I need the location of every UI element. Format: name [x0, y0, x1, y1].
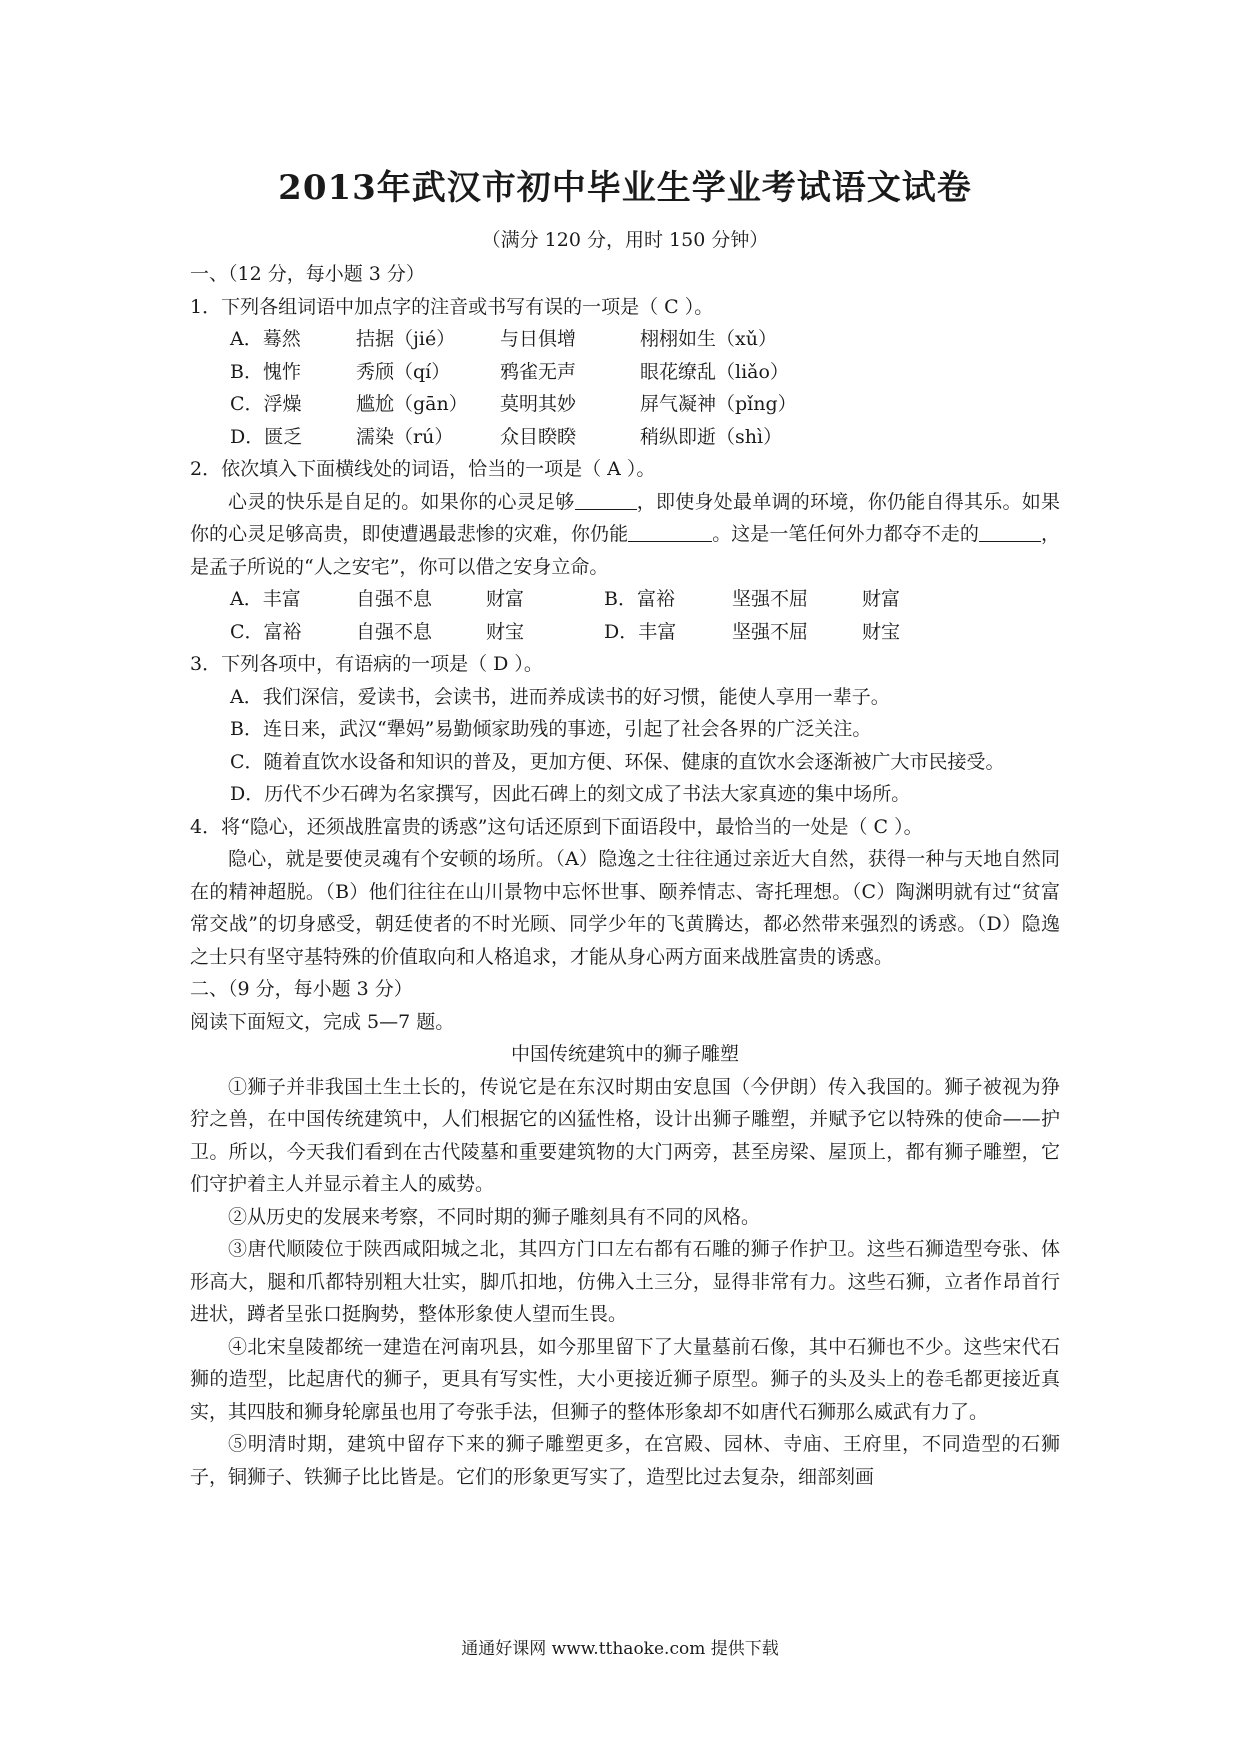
fill-blank[interactable] — [979, 521, 1041, 542]
question-2-options-row-1 — [190, 583, 1060, 616]
option-cell: 濡染（rú） — [356, 425, 454, 448]
article-title: 中国传统建筑中的狮子雕塑 — [510, 1043, 739, 1065]
option-cell: 坚强不屈 — [732, 620, 809, 643]
article-paragraph-4: ④北宋皇陵都统一建造在河南巩县，如今那里留下了大量墓前石像，其中石狮也不少。这些宋代石狮的造型，比起唐代的狮子，更具有写实性，大小更接近狮子原型。狮子的头及头上的卷毛都更接近真实，其四肢和狮身轮廓虽也用了夸张手法，但狮子的整体形象却不如唐代石狮那么威武有力了。 — [190, 1335, 1060, 1423]
option-cell: 栩栩如生（xǔ） — [640, 328, 777, 350]
article-paragraph-1: ①狮子并非我国土生土长的，传说它是在东汉时期由安息国（今伊朗）传入我国的。狮子被视为狰狞之兽，在中国传统建筑中，人们根据它的凶猛性格，设计出狮子雕塑，并赋予它以特殊的使命——护卫。所以，今天我们看到在古代陵墓和重要建筑物的大门两旁，甚至房梁、屋顶上，都有狮子雕塑，它们守护着主人并显示着主人的威势。 — [190, 1075, 1060, 1195]
option-cell: 自强不息 — [356, 588, 433, 610]
option-cell: 财宝 — [862, 620, 901, 643]
article-paragraph-2: ②从历史的发展来考察，不同时期的狮子雕刻具有不同的风格。 — [228, 1205, 761, 1228]
fill-blank[interactable] — [628, 521, 712, 542]
question-3-stem: 3．下列各项中，有语病的一项是（ D ）。 — [190, 653, 543, 675]
question-3-option-a: A．我们深信，爱读书，会读书，进而养成读书的好习惯，能使人享用一辈子。 — [230, 685, 890, 708]
option-cell: 秀颀（qí） — [356, 360, 451, 383]
question-3-option-b: B．连日来，武汉“犟妈”易勤倾家助残的事迹，引起了社会各界的广泛关注。 — [230, 718, 872, 740]
question-3-option-c: C．随着直饮水设备和知识的普及，更加方便、环保、健康的直饮水会逐渐被广大市民接受。 — [230, 750, 1005, 773]
question-3-option-d: D．历代不少石碑为名家撰写，因此石碑上的刻文成了书法大家真迹的集中场所。 — [230, 783, 911, 805]
question-4-stem: 4．将“隐心，还须战胜富贵的诱惑”这句话还原到下面语段中，最恰当的一处是（ C ）。 — [190, 815, 923, 838]
option-cell: D．匮乏 — [230, 425, 303, 448]
question-1-option-a — [190, 323, 1060, 356]
option-cell: 眼花缭乱（liǎo） — [640, 360, 789, 383]
option-cell: 众目睽睽 — [500, 425, 577, 448]
section-2-header: 二、（9 分，每小题 3 分） — [190, 978, 413, 1000]
question-2-passage — [190, 486, 1060, 584]
question-2-options-row-2 — [190, 616, 1060, 649]
option-cell: C．富裕 — [230, 620, 302, 643]
exam-title: 2013年武汉市初中毕业生学业考试语文试卷 — [278, 168, 972, 208]
option-cell: 财富 — [486, 588, 525, 610]
fill-blank[interactable] — [575, 489, 637, 510]
question-2-stem: 2．依次填入下面横线处的词语，恰当的一项是（ A ）。 — [190, 458, 656, 480]
option-cell: 尴尬（gān） — [356, 393, 468, 415]
page-footer: 通通好课网 www.tthaoke.com 提供下载 — [461, 1639, 779, 1659]
exam-content — [190, 160, 1060, 1493]
question-1-option-d — [190, 421, 1060, 454]
option-cell: 稍纵即逝（shì） — [640, 425, 783, 448]
section-1-header: 一、（12 分，每小题 3 分） — [190, 263, 425, 285]
question-1-option-c — [190, 388, 1060, 421]
passage-text: 心灵的快乐是自足的。如果你的心灵足够 — [228, 490, 575, 513]
option-cell: B．富裕 — [604, 588, 675, 610]
passage-text: ，是孟子所说的“人之安宅”，你可以借之安身立命。 — [190, 523, 1060, 578]
option-cell: 鸦雀无声 — [500, 360, 577, 383]
article-paragraph-3: ③唐代顺陵位于陕西咸阳城之北，其四方门口左右都有石雕的狮子作护卫。这些石狮造型夸张、体形高大，腿和爪都特别粗大壮实，脚爪扣地，仿佛入土三分，显得非常有力。这些石狮，立者作昂首行进状，蹲者呈张口挺胸势，整体形象使人望而生畏。 — [190, 1238, 1060, 1325]
option-cell: 莫明其妙 — [500, 393, 577, 415]
option-cell: 与日俱增 — [500, 328, 577, 350]
exam-subtitle: （满分 120 分，用时 150 分钟） — [481, 229, 769, 251]
option-cell: C．浮燥 — [230, 393, 302, 415]
article-paragraph-5: ⑤明清时期，建筑中留存下来的狮子雕塑更多，在宫殿、园林、寺庙、王府里，不同造型的石狮子，铜狮子、铁狮子比比皆是。它们的形象更写实了，造型比过去复杂，细部刻画 — [190, 1433, 1060, 1488]
section-2-instruction: 阅读下面短文，完成 5—7 题。 — [190, 1010, 455, 1033]
option-cell: 拮据（jié） — [356, 328, 456, 350]
option-cell: D．丰富 — [604, 620, 677, 643]
passage-text: ，即使身处最单调的环境，你仍能自得其乐。如果你的心灵足够高贵，即使遭遇最悲惨的灾难，你仍能 — [190, 490, 1060, 545]
option-cell: 财宝 — [486, 620, 525, 643]
question-1-option-b — [190, 356, 1060, 389]
option-cell: A．蓦然 — [230, 328, 301, 350]
option-cell: 财富 — [862, 588, 901, 610]
passage-text: 。这是一笔任何外力都夺不走的 — [712, 523, 979, 545]
option-cell: 坚强不屈 — [732, 588, 809, 610]
question-1-stem: 1．下列各组词语中加点字的注音或书写有误的一项是（ C ）。 — [190, 295, 714, 318]
option-cell: 屏气凝神（pǐng） — [640, 393, 797, 415]
question-4-passage: 隐心，就是要使灵魂有个安顿的场所。（A）隐逸之士往往通过亲近大自然，获得一种与天地自然同在的精神超脱。（B）他们往往在山川景物中忘怀世事、颐养情志、寄托理想。（C）陶渊明就有过“贫富常交战”的切身感受，朝廷使者的不时光顾、同学少年的飞黄腾达，都必然带来强烈的诱惑。（D）隐逸之士只有坚守基特殊的价值取向和人格追求，才能从身心两方面来战胜富贵的诱惑。 — [190, 848, 1060, 968]
option-cell: 自强不息 — [356, 620, 433, 643]
option-cell: A．丰富 — [230, 588, 301, 610]
option-cell: B．愧怍 — [230, 360, 301, 383]
